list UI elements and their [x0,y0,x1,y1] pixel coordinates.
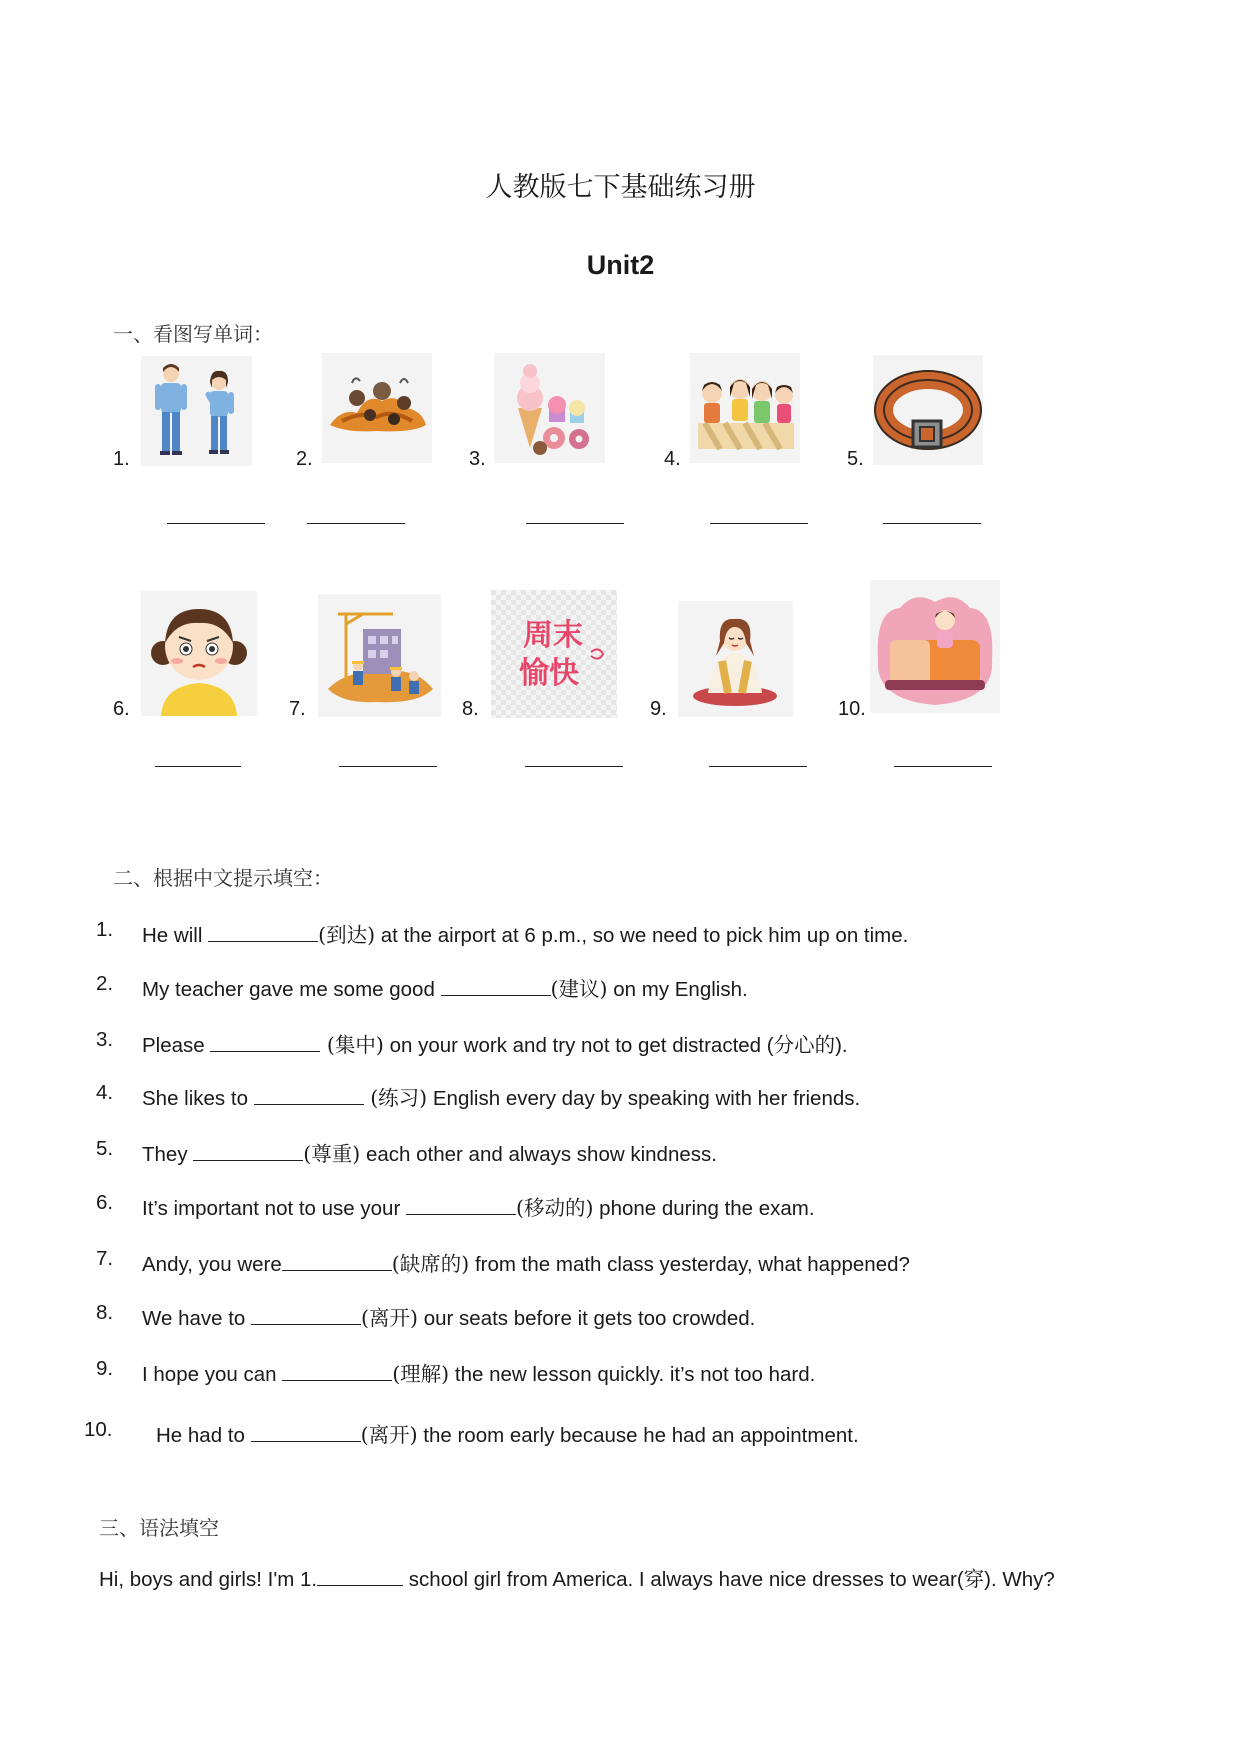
answer-blank[interactable] [155,766,241,767]
picture-number: 9. [650,698,667,720]
question-text: ). [835,1034,848,1057]
chinese-hint: (到达) [318,923,376,947]
question-text: He will [142,924,209,947]
question-number: 2. [96,972,114,995]
question-text: We have to [142,1307,252,1330]
question-line [142,1357,815,1387]
answer-blank[interactable] [406,1196,516,1215]
chinese-hint: (尊重) [303,1142,361,1166]
cloze-paragraph [99,1562,1055,1592]
cloze-text: ). Why? [984,1568,1055,1591]
question-text: phone during the exam. [593,1197,815,1220]
question-text: on your work and try not to get distracted ( [383,1034,774,1057]
section-3-title: 三、语法填空 [99,1516,219,1540]
answer-blank[interactable] [710,523,808,524]
question-number: 10. [84,1418,113,1441]
answer-blank[interactable] [254,1086,364,1105]
question-text: She likes to [142,1087,254,1110]
chinese-hint: 分心的 [773,1033,836,1057]
question-number: 1. [96,918,114,941]
question-number: 5. [96,1137,114,1160]
question-text: English every day by speaking with her friends. [427,1087,861,1110]
happy-text: 愉快 [519,656,579,691]
cloze-text: Hi, boys and girls! I'm 1. [99,1568,318,1591]
question-line [142,1137,717,1167]
question-line [142,1301,755,1331]
answer-blank[interactable] [208,923,318,942]
question-text: It’s important not to use your [142,1197,406,1220]
chinese-hint: (集中) [320,1033,384,1057]
weekend-text: 周末 [523,618,583,653]
picture-number: 10. [838,698,866,720]
worried-girl-image [141,591,257,716]
answer-blank[interactable] [193,1142,303,1161]
answer-blank[interactable] [307,523,405,524]
answer-blank[interactable] [282,1362,392,1381]
question-text: at the airport at 6 p.m., so we need to pick him up on time. [375,924,909,947]
question-text: our seats before it gets too crowded. [418,1307,756,1330]
question-line [142,918,908,948]
question-text: Please [142,1034,211,1057]
question-text: on my English. [607,978,748,1001]
answer-blank[interactable] [883,523,981,524]
answer-blank[interactable] [251,1423,361,1442]
question-text: the new lesson quickly. it’s not too hard. [449,1363,816,1386]
chinese-hint: (练习) [363,1086,428,1110]
question-text: each other and always show kindness. [360,1143,717,1166]
girl-on-bed-image [870,580,1000,713]
question-line [142,1191,815,1221]
question-text: from the math class yesterday, what happened? [469,1253,910,1276]
picture-number: 6. [113,698,130,720]
question-text: the room early because he had an appointment. [417,1424,859,1447]
question-line [142,1247,910,1277]
picture-number: 1. [113,448,130,470]
answer-blank[interactable] [441,977,551,996]
answer-blank[interactable] [167,523,265,524]
children-group-image [690,353,800,463]
messy-pile-image [322,353,432,463]
unit-title: Unit2 [586,250,655,280]
two-students-image [141,356,252,466]
question-text: I hope you can [142,1363,283,1386]
question-line [142,972,748,1002]
answer-blank[interactable] [282,1252,392,1271]
page-title: 人教版七下基础练习册 [485,172,756,203]
picture-number: 5. [847,448,864,470]
picture-number: 8. [462,698,479,720]
chinese-hint: (理解) [392,1362,450,1386]
question-text: They [142,1143,194,1166]
question-number: 7. [96,1247,114,1270]
question-number: 8. [96,1301,114,1324]
question-number: 9. [96,1357,114,1380]
picture-number: 7. [289,698,306,720]
section-1-title: 一、看图写单词： [113,322,273,346]
question-number: 4. [96,1081,114,1104]
sweets-icecream-image [494,353,605,463]
belt-image [873,355,983,465]
chinese-hint: (离开) [360,1423,418,1447]
meditating-woman-image [678,601,793,717]
question-line [142,1028,848,1058]
question-number: 3. [96,1028,114,1051]
picture-number: 3. [469,448,486,470]
question-line [156,1418,859,1448]
question-line [142,1081,860,1111]
answer-blank[interactable] [251,1306,361,1325]
cloze-text: school girl from America. I always have nice dresses to wear( [403,1568,964,1591]
answer-blank[interactable] [210,1033,320,1052]
question-text: My teacher gave me some good [142,978,441,1001]
answer-blank[interactable] [317,1567,403,1586]
question-text: Andy, you were [142,1253,282,1276]
answer-blank[interactable] [709,766,807,767]
section-2-title: 二、根据中文提示填空： [113,866,333,890]
question-text: He had to [156,1424,251,1447]
chinese-hint: (缺席的) [391,1252,470,1276]
chinese-hint: 穿 [963,1567,985,1591]
weekend-happy-text-image [491,590,617,718]
answer-blank[interactable] [339,766,437,767]
picture-number: 4. [664,448,681,470]
answer-blank[interactable] [526,523,624,524]
question-number: 6. [96,1191,114,1214]
chinese-hint: (移动的) [515,1196,594,1220]
answer-blank[interactable] [525,766,623,767]
construction-workers-image [318,594,441,717]
chinese-hint: (建议) [550,977,608,1001]
answer-blank[interactable] [894,766,992,767]
picture-number: 2. [296,448,313,470]
chinese-hint: (离开) [361,1306,419,1330]
